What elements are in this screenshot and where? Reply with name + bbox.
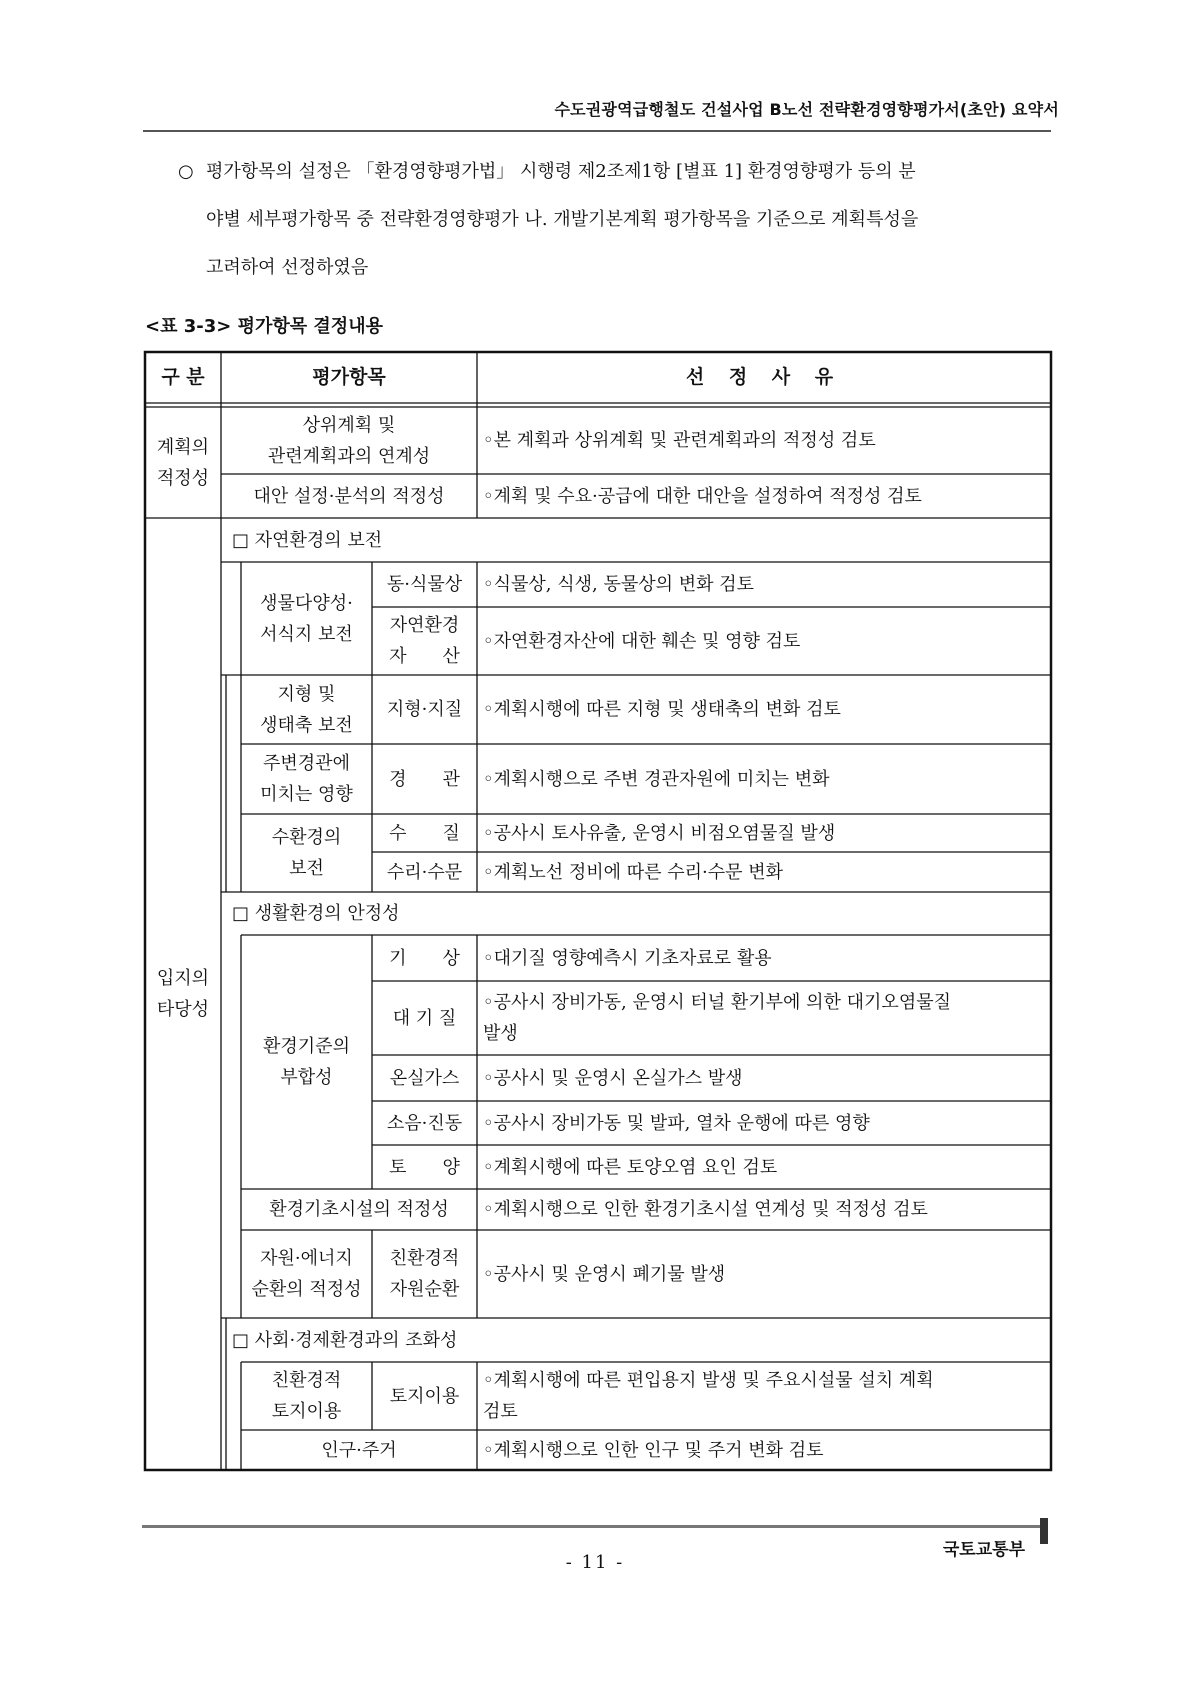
natural-reason-water-quality: ◦공사시 토사유출, 운영시 비점오염물질 발생: [483, 822, 836, 844]
plan-item-linkage: 상위계획 및 관련계획과의 연계성: [267, 414, 431, 467]
footer-accent-bar: [1040, 1518, 1048, 1544]
natural-reason-flora-fauna: ◦식물상, 식생, 동물상의 변화 검토: [483, 574, 754, 595]
social-reason-land-use: ◦계획시행에 따른 편입용지 발생 및 주요시설물 설치 계획 검토: [483, 1370, 934, 1422]
natural-group-landscape: 주변경관에 미치는 영향: [260, 753, 353, 805]
social-item-land-use: 토지이용: [389, 1385, 460, 1407]
living-reason-soil: ◦계획시행에 따른 토양오염 요인 검토: [483, 1156, 778, 1178]
living-reason-resource: ◦공사시 및 운영시 폐기물 발생: [483, 1263, 726, 1285]
living-item-ghg: 온실가스: [389, 1067, 460, 1089]
living-reason-air-quality: ◦공사시 장비가동, 운영시 터널 환기부에 의한 대기오염물질 발생: [483, 992, 951, 1044]
intro-line-2: 야별 세부평가항목 중 전략환경영향평가 나. 개발기본계획 평가항목을 기준으로 계획특성을: [206, 209, 919, 230]
section-natural-environment: □ 자연환경의 보전: [232, 529, 383, 551]
header-evaluation-item: 평가항목: [312, 366, 386, 388]
group-plan-suitability: 계획의 적정성: [156, 436, 210, 489]
social-item-population: 인구·주거: [321, 1439, 397, 1461]
header-divider: [143, 130, 1051, 132]
bullet-marker: ○: [178, 161, 194, 182]
natural-group-terrain: 지형 및 생태축 보전: [260, 683, 353, 736]
natural-item-flora-fauna: 동·식물상: [386, 574, 463, 595]
natural-item-water-quality: 수 질: [389, 822, 460, 844]
plan-reason-linkage: ◦본 계획과 상위계획 및 관련계획과의 적정성 검토: [483, 430, 876, 451]
living-reason-ghg: ◦공사시 및 운영시 온실가스 발생: [483, 1067, 743, 1089]
living-group-env-standard: 환경기준의 부합성: [263, 1036, 350, 1088]
section-social-economic: □ 사회·경제환경과의 조화성: [232, 1329, 458, 1351]
living-item-resource: 친환경적 자원순환: [389, 1248, 460, 1300]
intro-line-3: 고려하여 선정하였음: [206, 257, 369, 278]
living-item-air-quality: 대 기 질: [392, 1007, 457, 1029]
document-header-title: 수도권광역급행철도 건설사업 B노선 전략환경영향평가서(초안) 요약서: [554, 100, 1059, 119]
section-living-environment: □ 생활환경의 안정성: [232, 903, 400, 924]
living-item-noise: 소음·진동: [386, 1112, 463, 1134]
social-group-land: 친환경적 토지이용: [271, 1370, 342, 1422]
page-number: - 11 -: [565, 1552, 625, 1573]
living-reason-facility: ◦계획시행으로 인한 환경기초시설 연계성 및 적정성 검토: [483, 1199, 928, 1220]
header-category: 구 분: [161, 366, 205, 388]
plan-reason-alternatives: ◦계획 및 수요·공급에 대한 대안을 설정하여 적정성 검토: [483, 485, 922, 507]
table-outer-border: [145, 352, 1051, 1470]
living-group-resource: 자원·에너지 순환의 적정성: [251, 1248, 362, 1300]
natural-group-biodiversity: 생물다양성· 서식지 보전: [260, 592, 353, 645]
natural-item-nature-asset: 자연환경 자 산: [389, 615, 460, 667]
natural-item-terrain: 지형·지질: [386, 699, 463, 720]
living-item-facility: 환경기초시설의 적정성: [269, 1199, 449, 1220]
intro-paragraph: [178, 148, 1054, 292]
natural-reason-nature-asset: ◦자연환경자산에 대한 훼손 및 영향 검토: [483, 630, 801, 652]
natural-item-hydrology: 수리·수문: [386, 861, 463, 883]
group-site-validity: 입지의 타당성: [156, 968, 210, 1020]
natural-item-landscape: 경 관: [389, 768, 460, 790]
header-selection-reason: 선 정 사 유: [685, 366, 843, 388]
table-caption: <표 3-3> 평가항목 결정내용: [145, 316, 383, 337]
footer-divider: [142, 1525, 1040, 1528]
intro-text-1: 평가항목의 설정은 「환경영향평가법」 시행령 제2조제1항 [별표 1] 환경영향평가 등의 분: [206, 161, 916, 182]
natural-reason-terrain: ◦계획시행에 따른 지형 및 생태축의 변화 검토: [483, 699, 841, 720]
living-item-soil: 토 양: [389, 1156, 460, 1178]
plan-item-alternatives: 대안 설정·분석의 적정성: [253, 485, 445, 507]
footer-organization: 국토교통부: [942, 1540, 1025, 1560]
living-reason-weather: ◦대기질 영향예측시 기초자료로 활용: [483, 947, 772, 969]
natural-group-water: 수환경의 보전: [271, 827, 342, 879]
intro-line-1: [178, 148, 1054, 196]
natural-reason-landscape: ◦계획시행으로 주변 경관자원에 미치는 변화: [483, 768, 830, 790]
natural-reason-hydrology: ◦계획노선 정비에 따른 수리·수문 변화: [483, 861, 784, 883]
living-item-weather: 기 상: [389, 947, 460, 969]
living-reason-noise: ◦공사시 장비가동 및 발파, 열차 운행에 따른 영향: [483, 1112, 870, 1134]
social-reason-population: ◦계획시행으로 인한 인구 및 주거 변화 검토: [483, 1439, 824, 1461]
